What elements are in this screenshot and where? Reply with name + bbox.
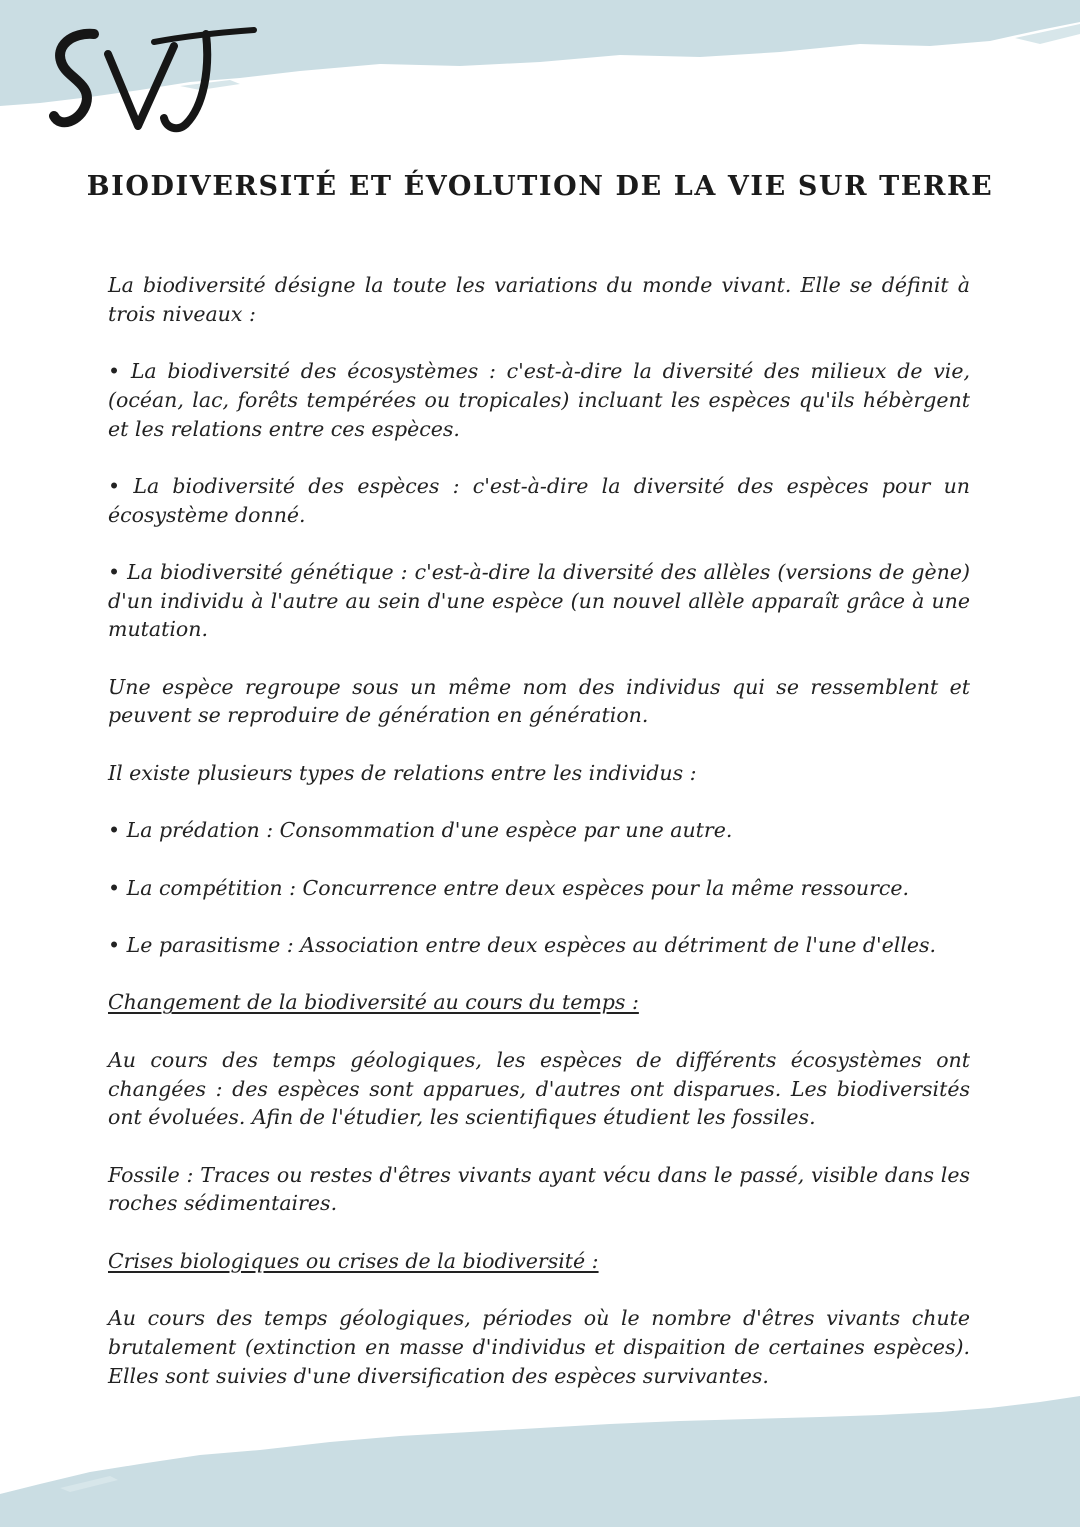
bullet-parasitism: • Le parasitisme : Association entre deux espèces au détriment de l'une d'elles. (108, 933, 937, 958)
relations-intro: Il existe plusieurs types de relations entre les individus : (108, 760, 697, 785)
bullet-competition: • La compétition : Concurrence entre deux espèces pour la même ressource. (108, 875, 910, 900)
bullet-species: • La biodiversité des espèces : c'est-à-dire la diversité des espèces pour un écosystème donné. (108, 473, 970, 527)
document-body (108, 271, 970, 1419)
species-definition: Une espèce regroupe sous un même nom des individus qui se ressemblent et peuvent se reproduire de génération en génération. (108, 674, 970, 728)
bullet-predation: • La prédation : Consommation d'une espèce par une autre. (108, 818, 733, 843)
bullet-genetic: • La biodiversité génétique : c'est-à-dire la diversité des allèles (versions de gène) d'un individu à l'autre au sein d'une espèce (un nouvel allèle apparaît grâce à une mutation. (108, 559, 970, 642)
crises-paragraph: Au cours des temps géologiques, périodes où le nombre d'êtres vivants chute brutalement (extinction en masse d'individus et dispaition de certaines espèces). Elles sont suivies d'une diversification des espèces survivantes. (108, 1306, 970, 1388)
intro-paragraph: La biodiversité désigne la toute les variations du monde vivant. Elle se définit à trois niveaux : (108, 273, 970, 326)
bullet-ecosystems: • La biodiversité des écosystèmes : c'est-à-dire la diversité des milieux de vie, (océan, lac, forêts tempérées ou tropicales) incluant les espèces qu'ils hébèrgent et les relations entre ces espèces. (108, 359, 970, 441)
section-heading-change: Changement de la biodiversité au cours du temps : (108, 990, 639, 1015)
section-heading-crises: Crises biologiques ou crises de la biodiversité : (108, 1248, 599, 1273)
fossil-definition: Fossile : Traces ou restes d'êtres vivants ayant vécu dans le passé, visible dans les roches sédimentaires. (108, 1162, 970, 1216)
change-paragraph: Au cours des temps géologiques, les espèces de différents écosystèmes ont changées : des espèces sont apparues, d'autres ont disparues. Les biodiversités ont évoluées. Afin de l'étudier, les scientifiques étudient les fossiles. (108, 1047, 970, 1130)
svt-handwritten-logo (46, 24, 266, 139)
page-title: BIODIVERSITÉ ET ÉVOLUTION DE LA VIE SUR TERRE (86, 171, 994, 202)
